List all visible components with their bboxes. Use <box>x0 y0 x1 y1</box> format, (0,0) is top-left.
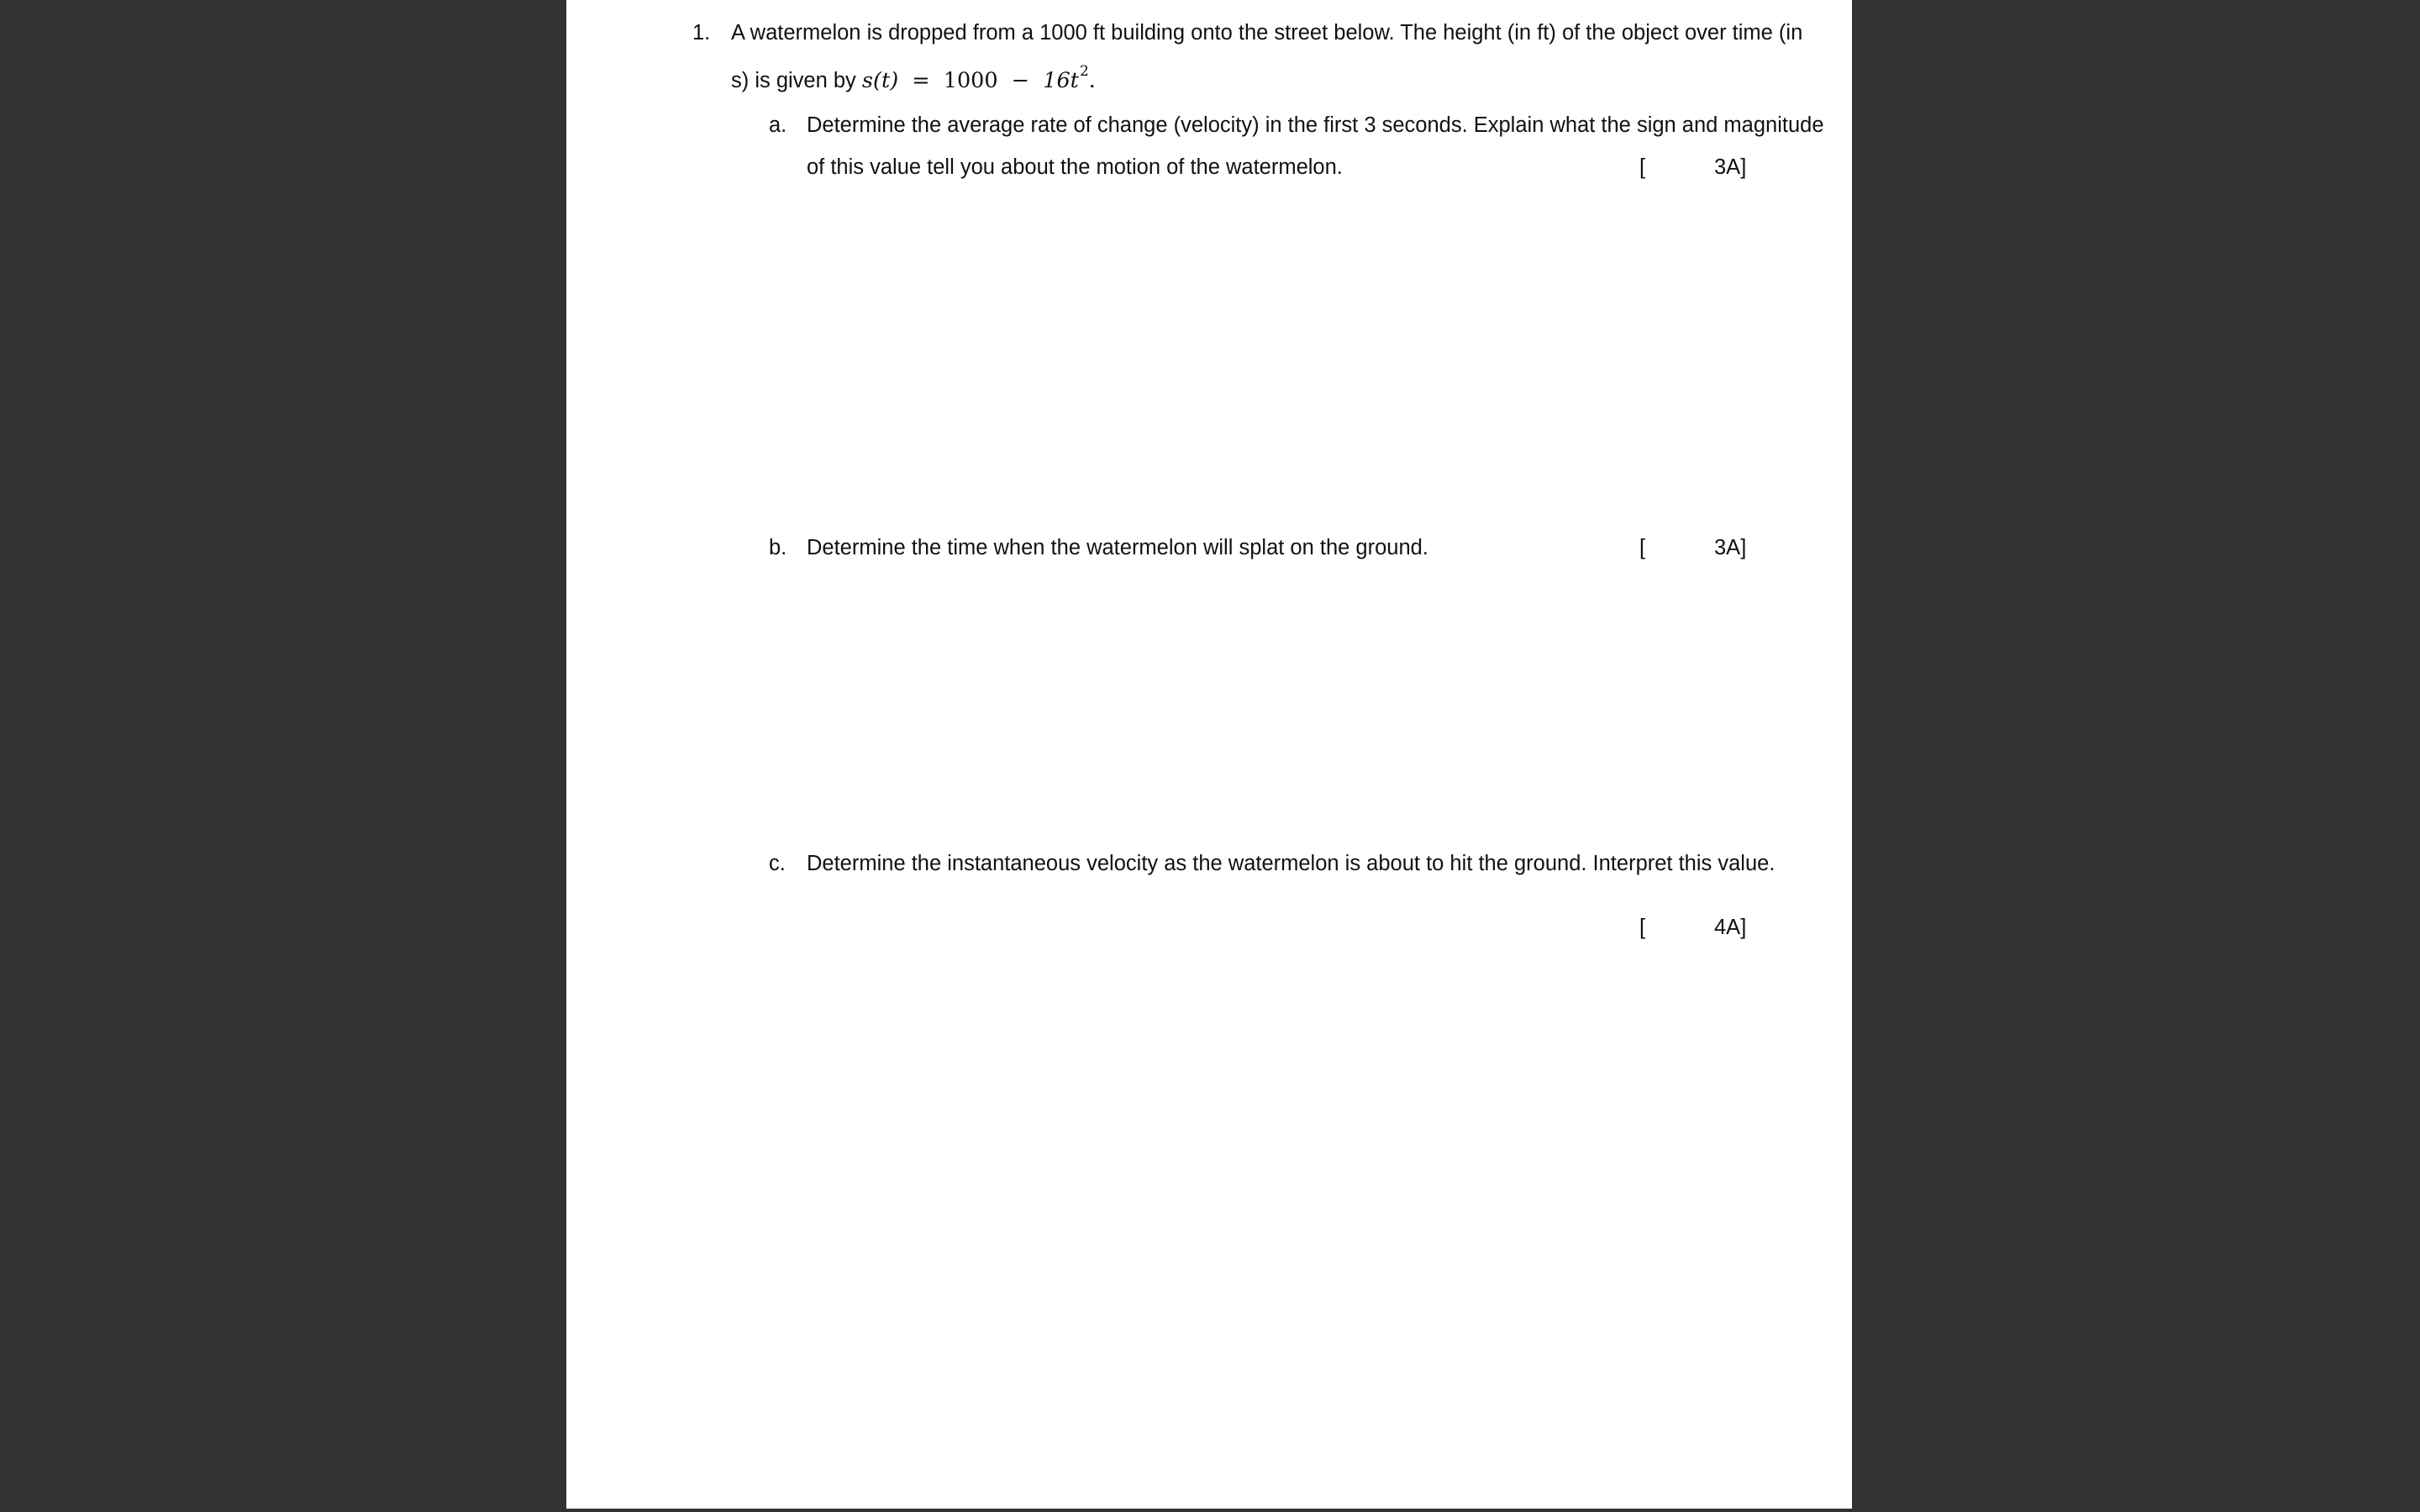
part-c-marks-open: [ <box>1639 916 1646 939</box>
formula-constant: 1000 <box>943 68 998 93</box>
question-text-line2 <box>731 63 1096 93</box>
formula-minus: − <box>1011 68 1030 93</box>
part-a-marks: 3A] <box>1714 155 1747 179</box>
question-text-line1: A watermelon is dropped from a 1000 ft building onto the street below. The height (in ft) of the object over time (in <box>731 21 1803 45</box>
part-c-marks: 4A] <box>1714 916 1747 939</box>
formula-exponent: 2 <box>1079 63 1089 80</box>
part-b-text-line1: Determine the time when the watermelon will splat on the ground. <box>807 536 1428 559</box>
part-b-marks-open: [ <box>1639 536 1646 559</box>
formula-term: 16t <box>1043 68 1079 93</box>
part-a-text-line1: Determine the average rate of change (velocity) in the first 3 seconds. Explain what the sign and magnitude <box>807 113 1824 137</box>
height-formula <box>861 63 1096 93</box>
part-b-marks: 3A] <box>1714 536 1747 559</box>
part-a-marks-open: [ <box>1639 155 1646 179</box>
question-text-prefix: s) is given by <box>731 69 856 92</box>
part-b-letter: b. <box>769 536 787 559</box>
formula-lhs: s(t) <box>861 68 899 93</box>
formula-equals: = <box>912 68 930 93</box>
part-c-text-line1: Determine the instantaneous velocity as the watermelon is about to hit the ground. Interpret this value. <box>807 852 1776 875</box>
part-a-text-line2: of this value tell you about the motion of the watermelon. <box>807 155 1343 179</box>
document-page <box>566 0 1852 1509</box>
formula-period: . <box>1088 68 1096 93</box>
question-number: 1. <box>692 21 711 45</box>
part-a-letter: a. <box>769 113 787 137</box>
part-c-letter: c. <box>769 852 786 875</box>
